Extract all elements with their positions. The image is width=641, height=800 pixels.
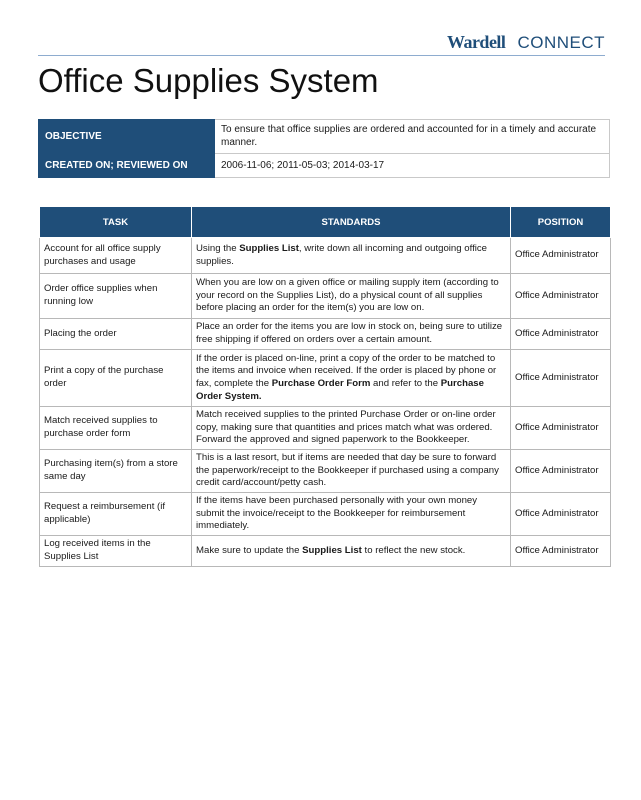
objective-row bbox=[39, 120, 610, 154]
position-cell: Office Administrator bbox=[511, 536, 611, 567]
table-row bbox=[40, 238, 611, 274]
created-value: 2006-11-06; 2011-05-03; 2014-03-17 bbox=[215, 154, 610, 178]
standards-text: If the order is placed on-line, print a copy of the order to be matched to the items and invoice when received. If the order is placed by phone or fax, complete the bbox=[196, 352, 497, 389]
standards-emphasis: Purchase Order System. bbox=[196, 378, 484, 402]
standards-cell bbox=[192, 493, 511, 536]
table-row bbox=[40, 450, 611, 493]
standards-text: This is a last resort, but if items are needed that day be sure to forward the paperwork/receipt to the Bookkeeper if purchased using a company credit card/account/petty cash. bbox=[196, 452, 499, 489]
objective-label: OBJECTIVE bbox=[39, 120, 215, 154]
standards-text: Match received supplies to the printed Purchase Order or on-line order copy, making sure that quantities and prices match what was ordered. Forward the approved and signed paperwork to the Bookkeeper. bbox=[196, 409, 496, 446]
header-rule bbox=[38, 55, 605, 56]
task-cell: Purchasing item(s) from a store same day bbox=[40, 450, 192, 493]
header-task: TASK bbox=[40, 207, 192, 238]
standards-text: , write down all incoming and outgoing office supplies. bbox=[196, 242, 488, 267]
table-row bbox=[40, 350, 611, 407]
position-cell: Office Administrator bbox=[511, 274, 611, 319]
created-row bbox=[39, 154, 610, 178]
task-cell: Order office supplies when running low bbox=[40, 274, 192, 319]
standards-cell bbox=[192, 274, 511, 319]
position-cell: Office Administrator bbox=[511, 407, 611, 450]
objective-value: To ensure that office supplies are ordered and accounted for in a timely and accurate manner. bbox=[215, 120, 610, 154]
brand-connect: CONNECT bbox=[517, 33, 605, 52]
meta-table bbox=[38, 119, 610, 178]
page-title: Office Supplies System bbox=[38, 62, 379, 99]
standards-emphasis: Supplies List bbox=[302, 544, 362, 556]
standards-cell bbox=[192, 450, 511, 493]
task-cell: Match received supplies to purchase order form bbox=[40, 407, 192, 450]
table-row bbox=[40, 493, 611, 536]
standards-text: Place an order for the items you are low in stock on, being sure to utilize free shipping if offered on orders over a certain amount. bbox=[196, 321, 503, 345]
position-cell: Office Administrator bbox=[511, 350, 611, 407]
position-cell: Office Administrator bbox=[511, 493, 611, 536]
header-position: POSITION bbox=[511, 207, 611, 238]
standards-cell bbox=[192, 319, 511, 350]
position-cell: Office Administrator bbox=[511, 450, 611, 493]
tasks-table bbox=[39, 206, 611, 567]
standards-cell bbox=[192, 407, 511, 450]
header-standards: STANDARDS bbox=[192, 207, 511, 238]
task-cell: Placing the order bbox=[40, 319, 192, 350]
task-cell: Account for all office supply purchases and usage bbox=[40, 238, 192, 274]
standards-emphasis: Supplies List bbox=[239, 242, 299, 254]
brand-wardell: Wardell bbox=[446, 32, 506, 52]
table-row bbox=[40, 407, 611, 450]
table-row bbox=[40, 536, 611, 567]
standards-text: and refer to the bbox=[370, 378, 441, 389]
standards-cell bbox=[192, 238, 511, 274]
standards-cell bbox=[192, 536, 511, 567]
task-cell: Log received items in the Supplies List bbox=[40, 536, 192, 567]
standards-text: When you are low on a given office or mailing supply item (according to your record on the Supplies List), do a physical count of all supplies before placing an order for the item(s) you are low on. bbox=[196, 277, 499, 314]
tasks-header-row bbox=[40, 207, 611, 238]
task-cell: Request a reimbursement (if applicable) bbox=[40, 493, 192, 536]
table-row bbox=[40, 274, 611, 319]
standards-text: Make sure to update the bbox=[196, 544, 303, 556]
task-cell: Print a copy of the purchase order bbox=[40, 350, 192, 407]
standards-cell bbox=[192, 350, 511, 407]
brand-logo bbox=[447, 32, 605, 53]
standards-text: If the items have been purchased personally with your own money submit the invoice/receipt to the Bookkeeper for reimbursement immediately. bbox=[196, 495, 478, 532]
standards-text: Using the bbox=[196, 242, 240, 254]
standards-text: to reflect the new stock. bbox=[361, 544, 466, 556]
standards-emphasis: Purchase Order Form bbox=[271, 378, 371, 389]
position-cell: Office Administrator bbox=[511, 319, 611, 350]
position-cell: Office Administrator bbox=[511, 238, 611, 274]
created-label: CREATED ON; REVIEWED ON bbox=[39, 154, 215, 178]
table-row bbox=[40, 319, 611, 350]
